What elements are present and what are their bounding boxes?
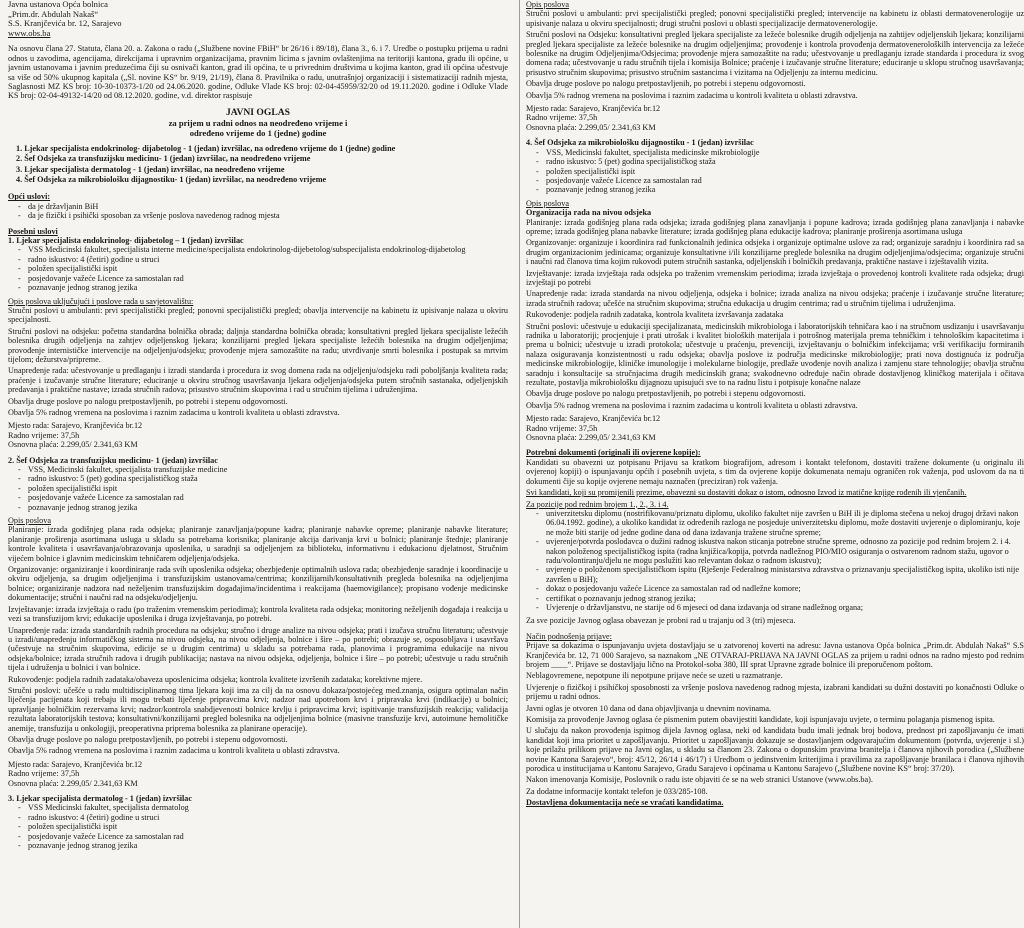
duty-paragraph: Planiranje: izrada godišnjeg plana rada odsjeka; izrada godišnjeg plana zanavljanja i popune kadrova; izrada godišnjeg plana zanavljanja i nabavke opreme; izrada godišnjeg plana nabavke literature; izrada godišnjeg plana edukacije kadrova; planiranje proširenja asortimana usluga bbox=[526, 217, 1024, 236]
documents-positions-heading: Za pozicije pod rednim brojem 1., 2., 3. i 4. bbox=[526, 499, 669, 509]
position-item: 4. Šef Odsjeka za mikrobiološku dijagnostiku- 1 (jedan) izvršilac, na neodređeno vrijeme bbox=[16, 175, 327, 185]
document-item: - uvjerenje/potvrda poslodavca o dužini radnog iskustva nakon sticanja potrebne stručne spreme, odnosno za pozicije pod rednim brojem 2. i 4. nakon položenog specijalističkog ispita (radna knjižica/kopija, potvrda nadležnog PIO/MIO osiguranja o ostvarenom radnom stažu, ugovor o radu/volontiranju/djelu ne mogu poslužiti kao relevantan dokaz o radnom iskustvu); bbox=[536, 537, 1024, 565]
duties-heading: Opis poslova uključujući i poslove rada u savjetovalištu: bbox=[8, 296, 194, 306]
application-paragraph: Prijave sa dokazima o ispunjavanju uvjeta dostavljaju se u zatvorenoj koverti na adresu: Javna ustanova Opća bolnica „Prim.dr. Abdulah Nakaš“ S.S Kranjčevića br. 12, 71 000 Sarajevo, sa naznakom „NE OTVARAJ-PRIJAVA NA JAVNI OGLAS za prijem u radni odnos na radno mjesto pod rednim brojem ____“. Prijave se dostavljaju lično na Protokol-soba 380, III sprat Upravne zgrade bolnice ili preporučenom poštom. bbox=[526, 641, 1024, 669]
duty-paragraph: Izvještavanje: izrada izvještaja rada odsjeka po traženim vremenskim periodima; izrada izvještaja o provedenoj kontroli kvalitete rada odsjeka; drugi izvještaji po potrebi bbox=[526, 268, 1024, 287]
base-salary: Osnovna plaća: 2.299,05/ 2.341,63 KM bbox=[526, 122, 656, 132]
duty-paragraph: Stručni poslovi: učešće u radu multidisciplinarnog tima ljekara koji ima za cilj da na osnovu dokaza/postojećeg med.znanja, osigura optimalan način liječenja pacijenata koji trebaju ili mogu trebati liječenje pripravcima krvi; nadzor nad upotrebom krvi i pripravaka krvi (indikacije) u bolnici; upravljanje bolničkim rezervama krvi; nadzor/kontrola snabdjevenosti bolnice krvlju i pripravcima krvi; ispitivanje transfuzijskih reakcija; validacija rezultata laboratorijskih testova; konsultativni/konzilijarni pregled bolesnika na odjeljenjima bolnice (masivne transfuzije krvi, autoimune hemolitičke anemije, transfuzija u onkologiji, preoperativna priprema bolesnika za planirane operacije). bbox=[8, 685, 508, 733]
intro-paragraph: Na osnovu člana 27. Statuta, člana 20. a. Zakona o radu („Službene novine FBiH“ br 26/16 i 89/18), člana 3., 6. i 7. Uredbe o postupku prijema u radni odnos u zavodima, agencijama, direkcijama i upravnim organizacijama, pravnim licima s javnim ovlaštenjima na teritoriji kantona, gradu ili općine, u javnim ustanovama i javnim preduzećima čiji su osnivači kanton, grad ili općina, te u privrednim društvima u kojima kanton, grad ili općina učestvuje sa više od 50% ukupnog kapitala („Sl. novine KS“ br. 9/19, 21/19), člana 8. Pravilnika o radu, unutrašnjoj organizaciji i sistematizaciji radnih mjesta, Saglasnosti MZ KS broj: 10-30-10373-1/20 od 24.06.2020. godine, Odluke Vlade KS broj: 02-04-45959/32/20 od 19.11.2020. godine i Odluke Vlade KS broj: 02-04-49132-14/20 od 08.12.2020. godine, v.d. direktor raspisuje bbox=[8, 44, 508, 101]
documents-heading: Potrebni dokumenti (originali ili ovjerene kopije): bbox=[526, 448, 701, 458]
positions-list bbox=[16, 144, 508, 185]
requirement-item: - poznavanje jednog stranog jezika bbox=[18, 503, 508, 512]
application-paragraph: Komisija za provođenje Javnog oglasa će pismenim putem obavijestiti kandidate, koji ispunjavaju uvjete, o terminu polaganja pismenog ispita. bbox=[526, 715, 995, 725]
position-1-section bbox=[8, 236, 508, 450]
required-documents bbox=[526, 448, 1024, 625]
document-title: JAVNI OGLAS bbox=[225, 106, 291, 118]
requirement-item: - položen specijalistički ispit bbox=[18, 484, 508, 493]
position-3-heading: 3. Ljekar specijalista dermatolog - 1 (jedan) izvršilac bbox=[8, 794, 193, 803]
application-paragraph: U slučaju da nakon provođenja ispitnog dijela Javnog oglasa, neki od kandidata budu imali jednak broj bodova, prednost pri zapošljavanju će imati kandidat koji ima prioritet u zapošljavanju. Prioritet u zapošljavanju dokazuje se dostavljanjem odgovarajućim dokumentom (potvrda, uvjerenje i sl.) koje prilažu prilikom prijave na Javni oglas, u skladu sa članom 23. Zakona o dopunskim pravima branitelja i članova njihovih porodica („Službene novine Kantona Sarajevo“, broj: 45/12, 26/14 i 46/17) i Uredbom o jedinstvenim kriterijima i pravilima za zapošljavanje branilaca i članova njihovih porodica u institucijama u Kantonu Sarajevo, Gradu Sarajevo i općinama u Kantonu Sarajevo („Službene novine KS“ broj: 37/20). bbox=[526, 726, 1024, 774]
final-note: Dostavljena dokumentacija neće se vraćati kandidatima. bbox=[526, 798, 724, 808]
duty-paragraph: Rukovođenje: podjela radnih zadataka/obaveza uposlenicima odsjeka; kontrola kvalitete izvršenih zadataka; korektivne mjere. bbox=[8, 674, 423, 684]
special-conditions-heading: Posebni uslovi bbox=[8, 226, 58, 236]
requirement-item: - poznavanje jednog stranog jezika bbox=[536, 185, 1024, 194]
duty-paragraph: Unapređenje rada: izrada standarda na nivou odjeljenja, odsjeka i bolnice; izrada analiza na nivou odsjeka; praćenje i izučavanje stručne literature; izrada stručnih radova; učešće na stručnim skupovima; stručna edukacija u drugim centrima; rad u stručnim tijelima i udruženjima. bbox=[526, 289, 1024, 308]
work-location: Mjesto rada: Sarajevo, Kranjčevića br.12 bbox=[8, 759, 143, 769]
position-3-duties bbox=[526, 0, 1024, 132]
position-item: 3. Ljekar specijalista dermatolog - 1 (jedan) izvršilac, na neodređeno vrijeme bbox=[16, 164, 285, 174]
duty-paragraph: Obavlja 5% radnog vremena na poslovima i raznim zadacima u kontroli kvaliteta u oblasti zdravstva. bbox=[8, 746, 340, 756]
duty-paragraph: Obavlja druge poslove po nalogu pretpostavljenih, po potrebi i stepenu odgovornosti. bbox=[526, 79, 806, 89]
document-item: - dokaz o posjedovanju važeće Licence za samostalan rad od nadležne komore; bbox=[536, 584, 1024, 593]
base-salary: Osnovna plaća: 2.299,05/ 2.341,63 KM bbox=[526, 433, 656, 443]
requirement-item: - posjedovanje važeće Licence za samostalan rad bbox=[536, 176, 1024, 185]
duty-paragraph: Stručni poslovi na odsjeku: početna standardna bolnička obrada; daljnja standardna bolnička obrada; konsultativni pregled ljekara specijaliste ležećih bolesnika drugih odjeljenja na zahtjev odjeljenskog ljekara; konzilijarni pregled ljekara specijaliste ležećih bolesnika na drugim odjeljenjima; provođenje internističke intervencije na odjeljenju/odsjeku; provođenje mjera samozaštite na radu; utvrđivanje smrti bolesnika i postupak sa mrtvim tijelom; dežurstva/pripreme. bbox=[8, 326, 508, 364]
position-meta bbox=[8, 421, 508, 449]
duty-paragraph: Rukovođenje: podjela radnih zadataka, kontrola kvaliteta izvršavanja zadataka bbox=[526, 310, 784, 320]
requirement-item: - položen specijalistički ispit bbox=[536, 167, 1024, 176]
duty-paragraph: Obavlja 5% radnog vremena na poslovima i raznim zadacima u kontroli kvaliteta u oblasti zdravstva. bbox=[8, 407, 340, 417]
application-paragraph: Neblagovremene, nepotpune ili nepotpune prijave neće se uzeti u razmatranje. bbox=[526, 671, 783, 681]
header-link[interactable]: www.obs.ba bbox=[8, 27, 51, 38]
requirement-item: - posjedovanje važeće Licence za samostalan rad bbox=[18, 493, 508, 502]
work-location: Mjesto rada: Sarajevo, Kranjčevića br.12 bbox=[526, 414, 661, 424]
duties-heading: Opis poslova bbox=[8, 516, 51, 526]
documents-intro: Kandidati su obavezni uz potpisanu Prijavu sa kratkom biografijom, adresom i kontakt telefonom, dostaviti tražene dokumente (u originalu ili ovjerenoj kopiji) o ispunjavanju općih i posebnih uvjeta, s tim da ovjerene kopije dokumenata nemaju ograničen rok važenja, pod uslovom da na ti dokumenti čije su kopije ovjerene nemaju naznačen (preciziran) rok važenja. bbox=[526, 457, 1024, 486]
condition-item: - da je državljanin BiH bbox=[18, 202, 508, 211]
document-item: - certifikat o poznavanju jednog stranog jezika; bbox=[536, 594, 1024, 603]
general-conditions bbox=[8, 192, 508, 220]
requirement-item: - VSS, Medicinski fakultet, specijalista medicinske mikrobiologije bbox=[536, 148, 1024, 157]
documents-surname-note: Svi kandidati, koji su promijenili prezime, obavezni su dostaviti dokaz o istom, odnosno Izvod iz matične knjige rođenih ili vjenčanih. bbox=[526, 488, 967, 498]
right-column bbox=[519, 0, 1024, 928]
application-paragraph: Nakon imenovanja Komisije, Poslovnik o radu iste objaviti će se na web stranici Ustanove (www.obs.ba). bbox=[526, 775, 873, 785]
duty-paragraph: Stručni poslovi: učestvuje u edukaciji specijalizanata, medicinskih mikrobiologa i laboratorijskih tehničara kao i na stručnom usdizanju i usavršavanju radnika u laboratoriji; procjenjuje i prati utrošak i kvalitet bioloških materijala i potrošnog materijala prema tehničkim i tehnološkim kapacitetima i prema u bolnici; učestvuje u izradi protokola; učestvuje u praćenju, prevenciji, izvještavanju o bolničkim infekcijama; vrši verifikaciju formiranih nalaza osiguravanja konzistentnosti u radu odsjeka; obavlja poslove iz područja medicinske mikrobiologije; prati nova dostignuća iz područja medicinske mikrobiologije, kliničke imunologije i molekularne biologije, predlaže uvođenje novih analiza i zamjenu stare tehnologije; obavlja stručnu saradnju i konsultacije sa stručnjacima drugih medicinskih grana; svakodnevno određuje način obrade dostavljenog kliničkog materijala i očitava rezultate, postavlja mikrobiološku dijagnozu upisujući sve to na radnu listu i potpisuje konačne nalaze bbox=[526, 321, 1024, 388]
document-item: - univerzitetsku diplomu (nostrifikovanu/priznatu diplomu, ukoliko fakultet nije završen u BiH ili je diploma stečena u nekoj drugoj državi nakon 06.04.1992. godine), a ukoliko kandidat iz određenih razloga ne posjeduje univerzitetsku diplomu, može dostaviti uvjerenje o diplomiranju, koje ne može biti starije od jedne godine dana od dana izdavanja tražene stručne spreme; bbox=[536, 509, 1024, 537]
header-line: „Prim.dr. Abdulah Nakaš“ bbox=[8, 8, 99, 19]
requirement-item: - položen specijalistički ispit bbox=[18, 822, 508, 831]
header-line: Javna ustanova Opća bolnica bbox=[8, 0, 108, 9]
duty-paragraph: Obavlja 5% radnog vremena na poslovima i raznim zadacima u kontroli kvaliteta u oblasti zdravstva. bbox=[526, 400, 858, 410]
work-hours: Radno vrijeme: 37,5h bbox=[526, 423, 598, 433]
probation-note: Za sve pozicije Javnog oglasa obavezan je probni rad u trajanju od 3 (tri) mjeseca. bbox=[526, 616, 796, 626]
duty-paragraph: Stručni poslovi u ambulanti: prvi specijalistički pregled; ponovni specijalistički pregled; obavlja intervencije na kabinetu iz upisivanje nalaza u okviru specijalnosti. bbox=[8, 305, 508, 325]
application-paragraph: Uvjerenje o fizičkoj i psihičkoj sposobnosti za vršenje poslova navedenog radnog mjesta, izabrani kandidati su dužni dostaviti po konačnosti Odluke o prijemu u radni odnos. bbox=[526, 682, 1024, 702]
base-salary: Osnovna plaća: 2.299,05/ 2.341,63 KM bbox=[8, 440, 138, 450]
subtitle-line: određeno vrijeme do 1 (jedne) godine bbox=[189, 127, 327, 138]
base-salary: Osnovna plaća: 2.299,05/ 2.341,63 KM bbox=[8, 778, 138, 788]
institution-header bbox=[8, 0, 508, 38]
document-subtitle bbox=[8, 118, 508, 138]
application-paragraph: Za dodatne informacije kontakt telefon je 033/285-108. bbox=[526, 786, 708, 796]
header-line: S.S. Kranjčevića br. 12, Sarajevo bbox=[8, 18, 122, 29]
organization-heading: Organizacija rada na nivou odsjeka bbox=[526, 208, 652, 218]
duties-heading: Opis poslova bbox=[526, 198, 569, 208]
requirement-item: - poznavanje jednog stranog jezika bbox=[18, 841, 508, 850]
duty-paragraph: Obavlja 5% radnog vremena na poslovima i raznim zadacima u kontroli kvaliteta u oblasti zdravstva. bbox=[526, 90, 858, 100]
duty-paragraph: Unapređenje rada: izrada standardnih radnih procedura na odsjeku; stručno i druge analize na nivou odsjeka; prati i izučava stručnu literaturu; učestvuje u izradi/unapređenju informatičkog sistema na nivou odsjeka, na nivou odjeljenja, bolnice i šire – po potrebi; obrazuje se, osposobljava i usavršava (učestvuje na stručnim skupovima, edicije se u drugim centrima) u skladu sa potrebama rada, planovima i programima edukacije na nivou odsjeka/bolnice; izrada stručnih radova i drugih publikacija; nastava na nivou odsjeka, odjeljenja, bolnice i šire – po potrebi; učestvuje u radu stručnih tijela i udruženja u bolnici i van bolnice. bbox=[8, 625, 508, 673]
duty-paragraph: Organizovanje: organiziranje i koordiniranje rada svih uposlenika odsjeka; obezbjeđenje optimalnih uslova rada; obezbjeđenje saradnje i koordinacije u okviru odjeljenja, sa drugim odjeljenjima i transfuzijskim ustanovama/centrima; konzilijarnih/konsultativnih pregleda bolesnika na odjeljenjima bolnice; organiziranje nadzora nad neželjenim transfuzijskim događajima/incidentima i reakcijama (haemovigilance); propisano vođenje medicinske dokumentacije; stručni i naučni rad na odsjeku/odjeljenju. bbox=[8, 565, 508, 603]
duty-paragraph: Obavlja druge poslove po nalogu pretpostavljenih, po potrebi i stepenu odgovornosti. bbox=[8, 396, 288, 406]
duty-paragraph: Organizovanje: organizuje i koordinira rad funkcionalnih jedinica odsjeka i organizuje optimalne uslove za rad; organizuje saradnju i koordinira rad sa drugim organizacionim jedinicama; organizuje konsultativne i/ili konzilijarne preglede bolesnika na drugim odjeljenjima/odsjecima; organizuje stručni i naučni rad članova tima kojim rukovodi putem stručnih sastanka, odjeljenskih i bolničkih predavanja, praktične nastave i izještavalih vizita. bbox=[526, 238, 1024, 267]
general-conditions-heading: Opći uslovi: bbox=[8, 192, 51, 202]
application-section bbox=[526, 632, 1024, 808]
position-item: 2. Šef Odsjeka za transfuzijsku medicinu- 1 (jedan) izvršilac, na neodređeno vrijeme bbox=[16, 154, 311, 164]
requirement-item: - VSS Medicinski fakultet, specijalista dermatolog bbox=[18, 803, 508, 812]
work-hours: Radno vrijeme: 37,5h bbox=[8, 769, 80, 779]
work-location: Mjesto rada: Sarajevo, Kranjčevića br.12 bbox=[526, 104, 661, 114]
document-item: - Uvjerenje o državljanstvu, ne starije od 6 mjeseci od dana izdavanja od strane nadležnog organa; bbox=[536, 603, 1024, 612]
duty-paragraph: Planiranje: izrada godišnjeg plana rada odsjeka; planiranje zanavljanja/popune kadra; planiranje nabavke opreme; planiranje nabavke literature; planiranje proširenja asortimana usluga u skladu sa potrebama korisnika; planiranje akcija darivanja krvi u bolnici; planiranje štednje; planiranje kontrole kvaliteta i usavršavanja/obrazovanja uposlenika, u saradnji sa odjeljenjem za biblioteku, informativnu i edukacionu djelatnost, Stručnim vijećem bolnice i glavnim medicinskim tehničarem odjeljenja/odsjeka. bbox=[8, 525, 508, 563]
requirement-item: - posjedovanje važeće Licence za samostalan rad bbox=[18, 274, 508, 283]
requirement-item: - položen specijalistički ispit bbox=[18, 264, 508, 273]
duty-paragraph: Izvještavanje: izrada izvještaja o radu (po traženim vremenskim periodima); kontrola kvaliteta rada odsjeka; monitoring neželjenih događaja i reakcija u vezi sa transfuzijom krvi; edukacije uposlenika i druga izvještavanja, po potrebi. bbox=[8, 604, 508, 624]
position-2-heading: 2. Šef Odsjeka za transfuzijsku medicinu- 1 (jedan) izvršilac bbox=[8, 455, 218, 465]
application-paragraph: Javni oglas je otvoren 10 dana od dana objavljivanja u dnevnim novinama. bbox=[526, 703, 772, 713]
document-item: - uvjerenje o položenom specijalističkom ispitu (Rješenje Federalnog ministarstva zdravstva o priznavanju specijalističkog ispita, ukoliko isti nije završen u BiH); bbox=[536, 565, 1024, 584]
duty-paragraph: Stručni poslovi na Odsjeku: konsultativni pregled ljekara specijaliste za ležeće bolesnike drugih odjeljenja na zahtijev odjeljenskih ljekara; konzilijarni pregled ljekara specijaliste za ležeće bolesnike na drugim odjeljenjima; provođenje i kontrola provođenja dermatovenerološkilh intervencija za ležeće bolesnike na drugim Odjeljenjima/Odsjecima; provođenje mjera samozaštite na radu; učestvovanje u predlaganju izrade standarda i procedura iz svog domena rada; učestvovanje u radu stručnih tijela i komisija Bolnice; praćenje i izučavanje stručne literature; educiranje u sklopu stručnog usavršavanja; prisustvo stručnim skupovima; prisustvo stručnim sastancima i vizitama na Odjeljenju za internu medicinu. bbox=[526, 30, 1024, 77]
duties-heading: Opis poslova bbox=[526, 0, 569, 9]
work-location: Mjesto rada: Sarajevo, Kranjčevića br.12 bbox=[8, 421, 143, 431]
requirement-item: - radno iskustvo: 4 (četiri) godine u struci bbox=[18, 255, 508, 264]
requirement-item: - VSS Medicinski fakultet, specijalista interne medicine/specijalista endokrinolog-dijebetolog/subspecijalista endokrinolog-dijabetolog bbox=[18, 245, 508, 254]
position-4-heading: 4. Šef Odsjeka za mikrobiološku dijagnostiku - 1 (jedan) izvršilac bbox=[526, 138, 754, 148]
duty-paragraph: Obavlja druge poslove po nalogu pretpostavljenih, po potrebi i stepenu odgovornosti. bbox=[8, 734, 288, 744]
duty-paragraph: Stručni poslovi u ambulanti: prvi specijalistički pregled; ponovni specijalistički pregled; intervencije na kabinetu iz oblasti dermatovenerologije uz upisivanje nalaza u okviru specijalnosti; drugi stručni poslovi u oblasti specijalizacije dermatovenerologije. bbox=[526, 9, 1024, 28]
duty-paragraph: Unapređenje rada: učestvovanje u predlaganju i izradi standarda i procedura iz svog domena rada na odjeljenju/odsjeku radi poboljšanja kvaliteta rada; praćenje i izučavanje stručne literature; educiranje u okviru stručnog usavršavanja ljekara odjeljenja/odsjeka putem stručnih sastanaka, odjeljenjskih predavanja i praktične nastave; izrada stručnih radova; prisustvo stručnim skupovima i rad u stručnim tijelima i udruženjima. bbox=[8, 366, 508, 395]
position-2-section bbox=[8, 456, 508, 788]
requirement-item: - VSS, Medicinski fakultet, specijalista transfuzijske medicine bbox=[18, 465, 508, 474]
left-column bbox=[8, 0, 508, 928]
requirement-item: - poznavanje jednog stranog jezika bbox=[18, 283, 508, 292]
requirement-item: - radno iskustvo: 4 (četiri) godine u struci bbox=[18, 813, 508, 822]
position-meta bbox=[526, 414, 1024, 442]
condition-item: - da je fizički i psihički sposoban za vršenje poslova navedenog radnog mjesta bbox=[18, 211, 508, 220]
position-item: 1. Ljekar specijalista endokrinolog- dijabetolog - 1 (jedan) izvršilac, na određeno vrijeme do 1 (jedne) godine bbox=[16, 143, 396, 153]
application-heading: Način podnošenja prijave: bbox=[526, 631, 612, 641]
position-meta bbox=[8, 760, 508, 788]
requirement-item: - posjedovanje važeće Licence za samostalan rad bbox=[18, 832, 508, 841]
position-3-section bbox=[8, 794, 508, 850]
position-meta bbox=[526, 104, 1024, 132]
position-1-heading: 1. Ljekar specijalista endokrinolog- dijabetolog – 1 (jedan) izvršilac bbox=[8, 236, 244, 246]
subtitle-line: za prijem u radni odnos na neodređeno vrijeme i bbox=[168, 117, 348, 128]
work-hours: Radno vrijeme: 37,5h bbox=[526, 113, 598, 123]
requirement-item: - radno iskustvo: 5 (pet) godina specijalističkog staža bbox=[536, 157, 1024, 166]
work-hours: Radno vrijeme: 37,5h bbox=[8, 430, 80, 440]
position-4-section bbox=[526, 138, 1024, 442]
requirement-item: - radno iskustvo: 5 (pet) godina specijalističkog staža bbox=[18, 474, 508, 483]
duty-paragraph: Obavlja druge poslove po nalogu pretpostavljenih, po potrebi i stepenu odgovornosti. bbox=[526, 389, 806, 399]
